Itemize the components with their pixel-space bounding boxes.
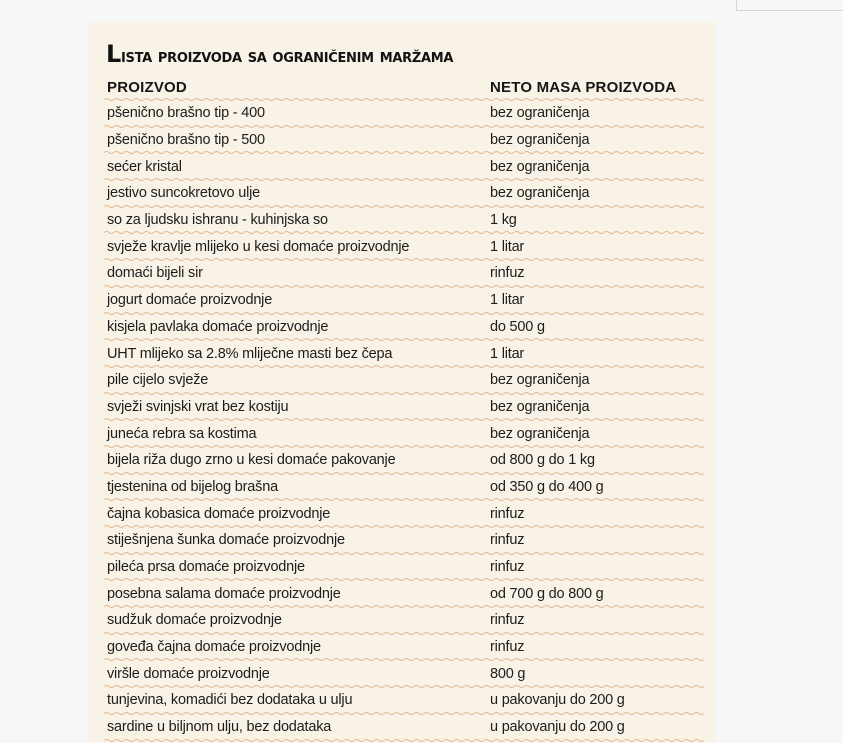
- net-mass-cell: 800 g: [490, 665, 526, 682]
- product-name-cell: sardine u biljnom ulju, bez dodataka: [107, 719, 332, 736]
- net-mass-cell: 1 litar: [490, 238, 525, 255]
- table-row: [104, 207, 704, 234]
- product-table: [104, 74, 704, 741]
- table-row: [104, 580, 704, 607]
- table-row: [104, 100, 704, 127]
- product-name-cell: tjestenina od bijelog brašna: [107, 478, 278, 495]
- table-row: [104, 634, 704, 661]
- net-mass-cell: rinfuz: [490, 532, 525, 549]
- product-name-cell: domaći bijeli sir: [107, 265, 203, 282]
- table-row: [104, 447, 704, 474]
- product-name-cell: svježe kravlje mlijeko u kesi domaće proizvodnje: [107, 238, 410, 255]
- product-name-cell: jestivo suncokretovo ulje: [107, 185, 260, 202]
- net-mass-cell: bez ograničenja: [490, 158, 590, 175]
- table-row: [104, 287, 704, 314]
- product-name-cell: goveđa čajna domaće proizvodnje: [107, 639, 321, 656]
- net-mass-cell: bez ograničenja: [490, 185, 590, 202]
- document-title: [106, 40, 453, 68]
- table-row: [104, 340, 704, 367]
- table-row: [104, 233, 704, 260]
- product-name-cell: UHT mlijeko sa 2.8% mliječne masti bez čepa: [107, 345, 393, 362]
- net-mass-cell: bez ograničenja: [490, 132, 590, 149]
- product-name-cell: pile cijelo svježe: [107, 372, 209, 389]
- table-row: [104, 687, 704, 714]
- table-row: [104, 607, 704, 634]
- product-name-cell: viršle domaće proizvodnje: [107, 665, 270, 682]
- table-row: [104, 500, 704, 527]
- table-row: [104, 660, 704, 687]
- product-name-cell: stiješnjena šunka domaće proizvodnje: [107, 532, 345, 549]
- product-name-cell: pileća prsa domaće proizvodnje: [107, 559, 305, 576]
- product-name-cell: sećer kristal: [107, 158, 182, 175]
- net-mass-cell: od 800 g do 1 kg: [490, 452, 595, 469]
- table-row: [104, 127, 704, 154]
- table-header-row: [104, 74, 704, 100]
- title-initial: L: [106, 40, 121, 68]
- net-mass-cell: bez ograničenja: [490, 398, 590, 415]
- table-row: [104, 474, 704, 501]
- net-mass-cell: 1 litar: [490, 292, 525, 309]
- net-mass-cell: u pakovanju do 200 g: [490, 692, 625, 709]
- net-mass-cell: do 500 g: [490, 318, 545, 335]
- net-mass-cell: rinfuz: [490, 265, 525, 282]
- top-right-panel-edge: [736, 0, 843, 11]
- net-mass-cell: od 700 g do 800 g: [490, 585, 604, 602]
- product-name-cell: svježi svinjski vrat bez kostiju: [107, 398, 289, 415]
- net-mass-cell: bez ograničenja: [490, 105, 590, 122]
- net-mass-cell: rinfuz: [490, 559, 525, 576]
- product-name-cell: so za ljudsku ishranu - kuhinjska so: [107, 212, 328, 229]
- table-row: [104, 714, 704, 741]
- product-name-cell: pšenično brašno tip - 500: [107, 132, 265, 149]
- product-name-cell: čajna kobasica domaće proizvodnje: [107, 505, 331, 522]
- net-mass-cell: u pakovanju do 200 g: [490, 719, 625, 736]
- product-name-cell: bijela riža dugo zrno u kesi domaće pakovanje: [107, 452, 396, 469]
- net-mass-cell: bez ograničenja: [490, 425, 590, 442]
- product-list-card: [89, 22, 716, 742]
- net-mass-cell: od 350 g do 400 g: [490, 478, 604, 495]
- product-name-cell: juneća rebra sa kostima: [107, 425, 257, 442]
- product-name-cell: pšenično brašno tip - 400: [107, 105, 265, 122]
- table-row: [104, 180, 704, 207]
- net-mass-cell: bez ograničenja: [490, 372, 590, 389]
- net-mass-cell: 1 litar: [490, 345, 525, 362]
- product-name-cell: jogurt domaće proizvodnje: [107, 292, 273, 309]
- column-header-net-mass: NETO MASA PROIZVODA: [490, 78, 677, 96]
- net-mass-cell: rinfuz: [490, 612, 525, 629]
- table-row: [104, 153, 704, 180]
- title-text: ista proizvoda sa ograničenim maržama: [121, 46, 454, 67]
- table-row: [104, 314, 704, 341]
- product-name-cell: sudžuk domaće proizvodnje: [107, 612, 282, 629]
- table-row: [104, 527, 704, 554]
- net-mass-cell: rinfuz: [490, 639, 525, 656]
- net-mass-cell: rinfuz: [490, 505, 525, 522]
- table-row: [104, 420, 704, 447]
- product-name-cell: tunjevina, komadići bez dodataka u ulju: [107, 692, 353, 709]
- product-name-cell: kisjela pavlaka domaće proizvodnje: [107, 318, 329, 335]
- table-row: [104, 394, 704, 421]
- table-row: [104, 367, 704, 394]
- table-row: [104, 554, 704, 581]
- product-name-cell: posebna salama domaće proizvodnje: [107, 585, 341, 602]
- column-header-product: PROIZVOD: [107, 78, 187, 96]
- table-row: [104, 260, 704, 287]
- net-mass-cell: 1 kg: [490, 212, 517, 229]
